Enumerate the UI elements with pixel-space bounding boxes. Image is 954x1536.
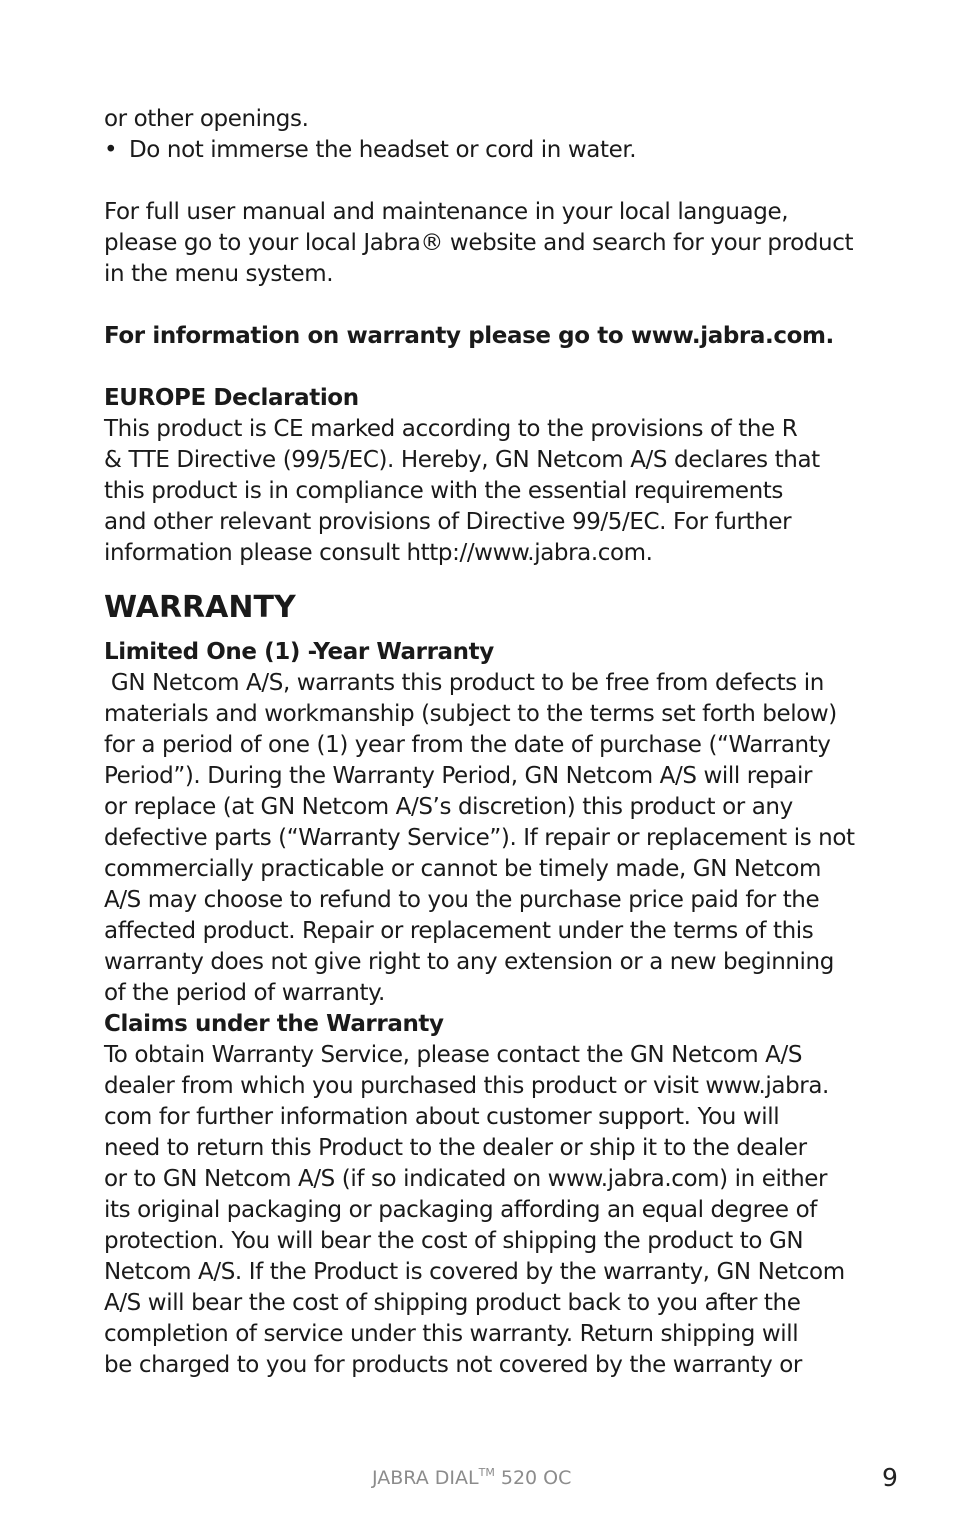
manual-line: please go to your local Jabra® website and search for your product	[104, 230, 854, 256]
limited-line: GN Netcom A/S, warrants this product to be free from defects in	[104, 670, 824, 696]
manual-line: in the menu system.	[104, 261, 334, 287]
limited-warranty-paragraph	[104, 668, 874, 1009]
europe-line: this product is in compliance with the essential requirements	[104, 478, 784, 504]
claims-line: its original packaging or packaging affording an equal degree of	[104, 1197, 817, 1223]
warranty-title: WARRANTY	[104, 590, 296, 625]
spacer	[104, 166, 874, 197]
claims-line: com for further information about customer support. You will	[104, 1104, 780, 1130]
limited-line: affected product. Repair or replacement under the terms of this	[104, 918, 814, 944]
claims-heading: Claims under the Warranty	[104, 1011, 444, 1037]
limited-line: defective parts (“Warranty Service”). If repair or replacement is not	[104, 825, 855, 851]
bullet-text: Do not immerse the headset or cord in water.	[129, 137, 637, 163]
europe-line: This product is CE marked according to the provisions of the R	[104, 416, 798, 442]
europe-line: & TTE Directive (99/5/EC). Hereby, GN Netcom A/S declares that	[104, 447, 820, 473]
spacer	[104, 290, 874, 321]
claims-line: completion of service under this warranty. Return shipping will	[104, 1321, 799, 1347]
page-footer	[0, 1463, 954, 1493]
product-name	[372, 1467, 571, 1489]
claims-line: To obtain Warranty Service, please contact the GN Netcom A/S	[104, 1042, 803, 1068]
limited-line: for a period of one (1) year from the date of purchase (“Warranty	[104, 732, 831, 758]
limited-line: Period”). During the Warranty Period, GN Netcom A/S will repair	[104, 763, 813, 789]
claims-line: dealer from which you purchased this product or visit www.jabra.	[104, 1073, 829, 1099]
product-name-suffix: 520 OC	[494, 1467, 572, 1489]
bullet-item	[104, 135, 874, 166]
manual-paragraph	[104, 197, 874, 290]
limited-line: commercially practicable or cannot be timely made, GN Netcom	[104, 856, 822, 882]
limited-line: warranty does not give right to any extension or a new beginning	[104, 949, 834, 975]
europe-line: and other relevant provisions of Directive 99/5/EC. For further	[104, 509, 792, 535]
claims-line: or to GN Netcom A/S (if so indicated on www.jabra.com) in either	[104, 1166, 828, 1192]
limited-line: A/S may choose to refund to you the purchase price paid for the	[104, 887, 820, 913]
claims-line: be charged to you for products not covered by the warranty or	[104, 1352, 802, 1378]
product-name-prefix: JABRA DIAL	[372, 1467, 479, 1489]
claims-line: need to return this Product to the dealer or ship it to the dealer	[104, 1135, 807, 1161]
bullet-mark: •	[104, 137, 118, 163]
document-page	[104, 104, 874, 1381]
limited-line: or replace (at GN Netcom A/S’s discretion) this product or any	[104, 794, 793, 820]
trademark-mark: TM	[478, 1466, 495, 1479]
claims-line: A/S will bear the cost of shipping product back to you after the	[104, 1290, 801, 1316]
claims-line: protection. You will bear the cost of shipping the product to GN	[104, 1228, 804, 1254]
claims-paragraph	[104, 1040, 874, 1381]
limited-line: materials and workmanship (subject to the terms set forth below)	[104, 701, 837, 727]
intro-continuation: or other openings.	[104, 106, 309, 132]
manual-line: For full user manual and maintenance in your local language,	[104, 199, 789, 225]
page-number: 9	[882, 1463, 898, 1492]
warranty-info: For information on warranty please go to www.jabra.com.	[104, 323, 834, 349]
europe-paragraph	[104, 414, 874, 569]
limited-warranty-heading: Limited One (1) -Year Warranty	[104, 639, 494, 665]
europe-heading: EUROPE Declaration	[104, 385, 359, 411]
spacer	[104, 352, 874, 383]
claims-line: Netcom A/S. If the Product is covered by the warranty, GN Netcom	[104, 1259, 845, 1285]
limited-line: of the period of warranty.	[104, 980, 385, 1006]
europe-line: information please consult http://www.jabra.com.	[104, 540, 653, 566]
